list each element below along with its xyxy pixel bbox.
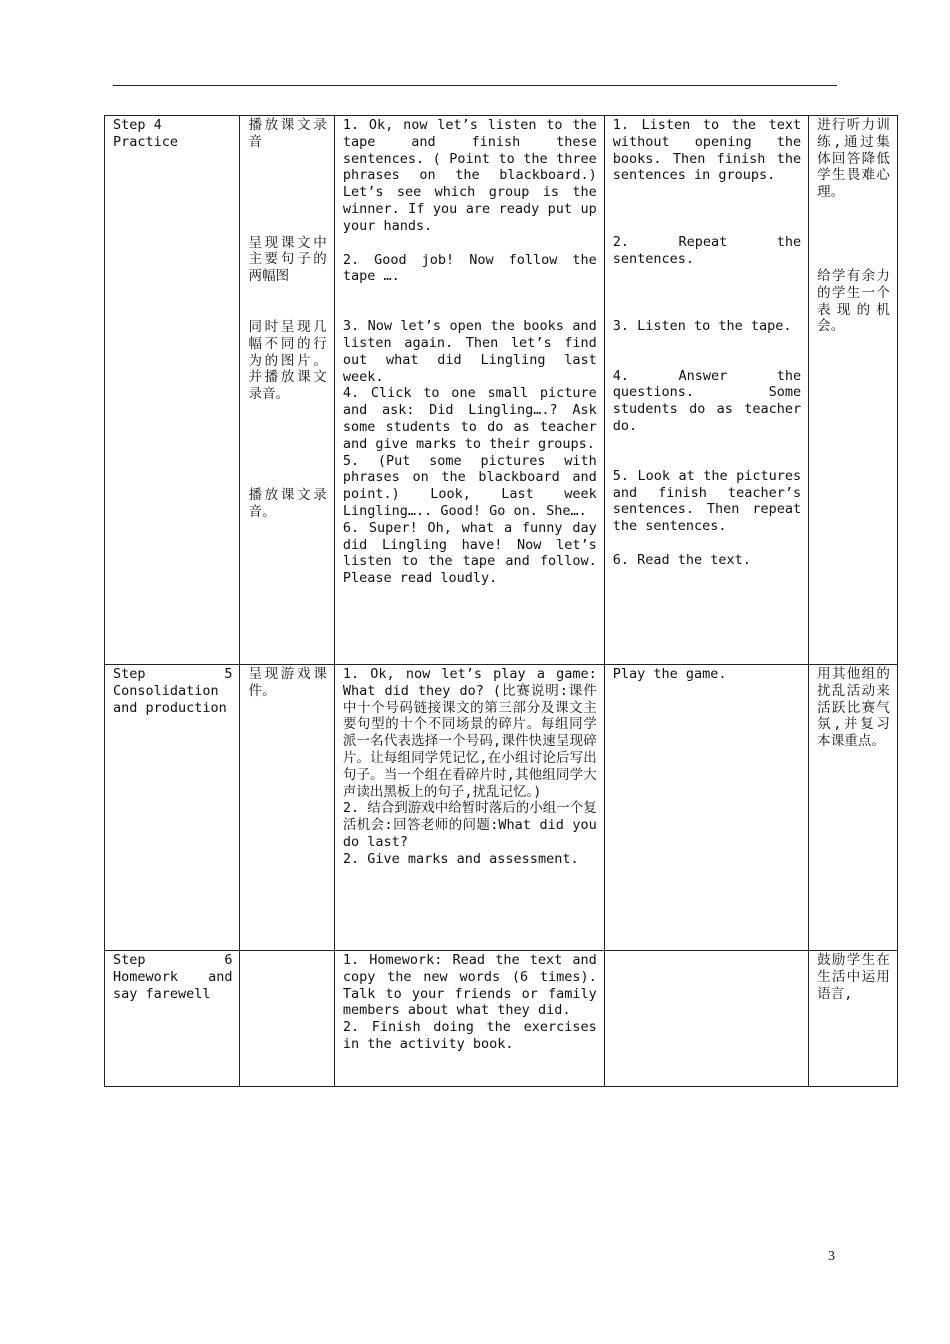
- student-activity-text: 5. Look at the pictures and finish teacher’s sentences. Then repeat the sentences.: [612, 467, 802, 535]
- student-activity-text: Play the game.: [612, 666, 727, 682]
- teacher-activity-text: 2. Good job! Now follow the tape ….: [342, 251, 597, 285]
- step-cell: [105, 665, 240, 951]
- teacher-activity-text: 5. (Put some pictures with phrases on the blackboard and point.) Look, Last week Lingling….. Good! Go on. She….: [342, 452, 597, 519]
- teacher-activity-cell: [334, 665, 604, 951]
- teacher-aid-text: 呈现课文中主要句子的两幅图: [248, 234, 327, 285]
- teacher-activity-text: 4. Click to one small picture and ask: Did Lingling….? Ask some students to do as teacher and give marks to their groups.: [342, 385, 597, 452]
- teacher-activity-cell: [334, 951, 604, 1087]
- table-row: [105, 951, 898, 1087]
- purpose-cell: [809, 116, 898, 665]
- student-activity-cell: [604, 116, 808, 665]
- purpose-text: 用其他组的扰乱活动来活跃比赛气氛,并复习本课重点。: [817, 666, 890, 750]
- student-activity-text: 4. Answer the questions. Some students do as teacher do.: [612, 367, 802, 434]
- student-activity-text: 2. Repeat the sentences.: [612, 234, 802, 267]
- table-row: [105, 116, 898, 665]
- teacher-activity-text: 1. Homework: Read the text and copy the new words (6 times). Talk to your friends or family members about what they did.: [342, 952, 597, 1019]
- teacher-aid-cell: [240, 116, 334, 665]
- purpose-cell: [809, 665, 898, 951]
- page-number: 3: [828, 1249, 835, 1264]
- purpose-text: 进行听力训练,通过集体回答降低学生畏难心理。: [817, 117, 890, 201]
- teacher-aid-cell: [240, 665, 334, 951]
- teacher-activity-cell: [334, 116, 604, 665]
- lesson-plan-table: [104, 115, 898, 1087]
- teacher-activity-text: 2. Give marks and assessment.: [342, 850, 579, 867]
- table-row: [105, 665, 898, 951]
- purpose-text: 鼓励学生在生活中运用语言,: [817, 952, 890, 1002]
- header-rule: [113, 85, 837, 86]
- teacher-activity-text: 1. Ok, now let’s play a game: What did they do? (比赛说明:课件中十个号码链接课文的第三部分及课文主要句型的十个不同场景的碎片。每组同学派一名代表选择一个号码,课件快速呈现碎片。让每组同学凭记忆,在小组讨论后写出句子。当一个组在看碎片时,其他组同学大声读出黑板上的句子,扰乱记忆。): [342, 666, 597, 800]
- teacher-aid-text: 播放课文录音: [248, 117, 327, 150]
- teacher-activity-text: 6. Super! Oh, what a funny day did Lingling have! Now let’s listen to the tape and follow. Please read loudly.: [342, 519, 597, 587]
- student-activity-cell: [604, 665, 808, 951]
- step-cell: [105, 951, 240, 1087]
- step-label: Step 5 Consolidation and production: [113, 666, 233, 716]
- step-label: Step 4 Practice: [113, 117, 179, 150]
- teacher-aid-text: 同时呈现几幅不同的行为的图片。并播放课文录音。: [248, 318, 327, 403]
- teacher-activity-text: 3. Now let’s open the books and listen again. Then let’s find out what did Lingling last week.: [342, 318, 597, 385]
- teacher-aid-text: 播放课文录音。: [248, 486, 327, 520]
- teacher-activity-text: 1. Ok, now let’s listen to the tape and finish these sentences. ( Point to the three phrases on the blackboard.) Let’s see which group is the winner. If you are ready put up your hands.: [342, 117, 597, 234]
- teacher-activity-text: 2. 结合到游戏中给暂时落后的小组一个复活机会:回答老师的问题:What did you do last?: [342, 800, 597, 850]
- teacher-activity-text: 2. Finish doing the exercises in the activity book.: [342, 1019, 597, 1052]
- purpose-text: 给学有余力的学生一个表现的机会。: [817, 267, 890, 335]
- student-activity-cell: [604, 951, 808, 1087]
- step-cell: [105, 116, 240, 665]
- student-activity-text: 6. Read the text.: [612, 551, 751, 568]
- teacher-aid-text: 呈现游戏课件。: [248, 666, 327, 699]
- student-activity-text: 3. Listen to the tape.: [612, 317, 792, 334]
- step-label: Step 6 Homework and say farewell: [113, 952, 233, 1002]
- purpose-cell: [809, 951, 898, 1087]
- student-activity-text: 1. Listen to the text without opening the books. Then finish the sentences in groups.: [612, 117, 802, 184]
- teacher-aid-cell: [240, 951, 334, 1087]
